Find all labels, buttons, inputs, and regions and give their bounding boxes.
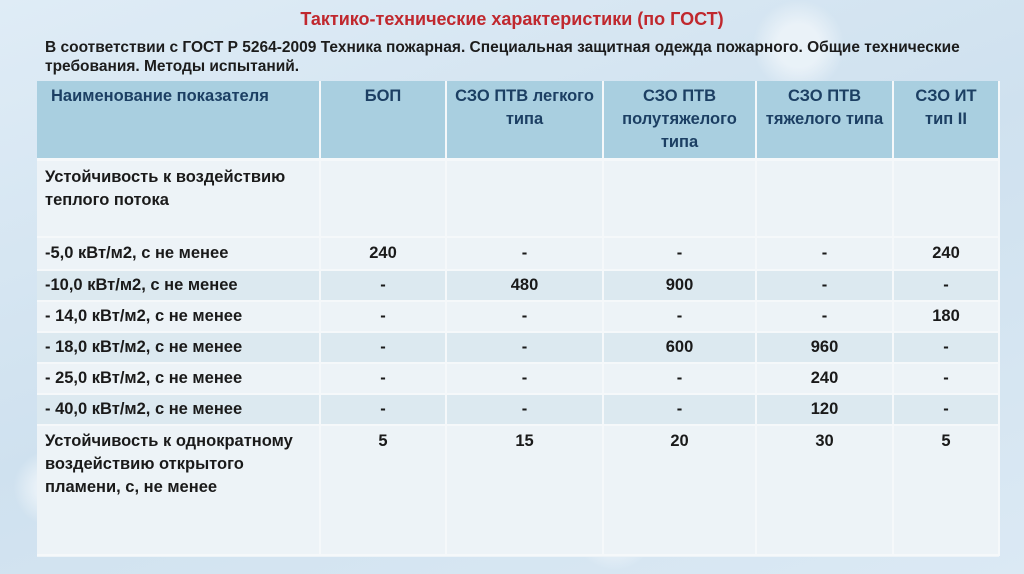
table-cell	[446, 160, 603, 237]
table-cell: -5,0 кВт/м2, с не менее	[37, 237, 320, 270]
table-cell: -	[893, 394, 999, 425]
table-cell	[893, 160, 999, 237]
table-cell: 5	[320, 425, 446, 555]
table-cell: 20	[603, 425, 756, 555]
table-row	[37, 425, 999, 555]
table-header-row	[37, 81, 999, 160]
table-row	[37, 363, 999, 394]
column-header: СЗО ПТВ полутяжелого типа	[603, 81, 756, 160]
table-cell	[320, 160, 446, 237]
table-cell: -	[320, 363, 446, 394]
table-cell: - 14,0 кВт/м2, с не менее	[37, 301, 320, 332]
table-cell: 960	[756, 332, 893, 363]
table-cell: -	[446, 237, 603, 270]
table-cell: -	[446, 363, 603, 394]
table-cell: -	[320, 394, 446, 425]
column-header: СЗО ПТВ тяжелого типа	[756, 81, 893, 160]
table-row	[37, 301, 999, 332]
table-cell: 240	[756, 363, 893, 394]
column-header: СЗО ИТ тип II	[893, 81, 999, 160]
table-row	[37, 270, 999, 301]
table-cell: -	[603, 237, 756, 270]
table-cell: 480	[446, 270, 603, 301]
table-cell: -10,0 кВт/м2, с не менее	[37, 270, 320, 301]
table-cell: 30	[756, 425, 893, 555]
page-title: Тактико-технические характеристики (по ГОСТ)	[300, 9, 724, 29]
table-cell: -	[756, 270, 893, 301]
table-cell: -	[603, 363, 756, 394]
table-row	[37, 237, 999, 270]
table-cell: -	[446, 332, 603, 363]
table-cell: -	[446, 394, 603, 425]
table-cell: -	[893, 270, 999, 301]
table-cell: 180	[893, 301, 999, 332]
table-cell: 240	[893, 237, 999, 270]
table-row	[37, 394, 999, 425]
table-cell: -	[756, 301, 893, 332]
table-cell: -	[320, 332, 446, 363]
table-cell: 900	[603, 270, 756, 301]
column-header: Наименование показателя	[37, 81, 320, 160]
table-cell: -	[893, 332, 999, 363]
table-row	[37, 332, 999, 363]
table-cell: -	[893, 363, 999, 394]
table-cell: - 25,0 кВт/м2, с не менее	[37, 363, 320, 394]
table-cell: 600	[603, 332, 756, 363]
table-cell: - 40,0 кВт/м2, с не менее	[37, 394, 320, 425]
table-cell: 15	[446, 425, 603, 555]
table-cell: Устойчивость к воздействию теплого потока	[37, 160, 320, 237]
specs-table	[37, 81, 1000, 556]
table-cell: -	[603, 394, 756, 425]
table-cell: -	[756, 237, 893, 270]
table-cell: -	[320, 301, 446, 332]
table-cell	[603, 160, 756, 237]
page-subtitle: В соответствии с ГОСТ Р 5264-2009 Техника пожарная. Специальная защитная одежда пожарного. Общие технические требования. Методы испытаний.	[45, 39, 960, 75]
table-cell: -	[320, 270, 446, 301]
column-header: БОП	[320, 81, 446, 160]
table-cell	[756, 160, 893, 237]
table-row	[37, 160, 999, 237]
table-cell: -	[603, 301, 756, 332]
table-cell: Устойчивость к однократному воздействию открытого пламени, с, не менее	[37, 425, 320, 555]
table-cell: 120	[756, 394, 893, 425]
column-header: СЗО ПТВ легкого типа	[446, 81, 603, 160]
table-cell: 5	[893, 425, 999, 555]
specs-table-container	[37, 81, 999, 557]
table-cell: -	[446, 301, 603, 332]
table-cell: - 18,0 кВт/м2, с не менее	[37, 332, 320, 363]
table-cell: 240	[320, 237, 446, 270]
